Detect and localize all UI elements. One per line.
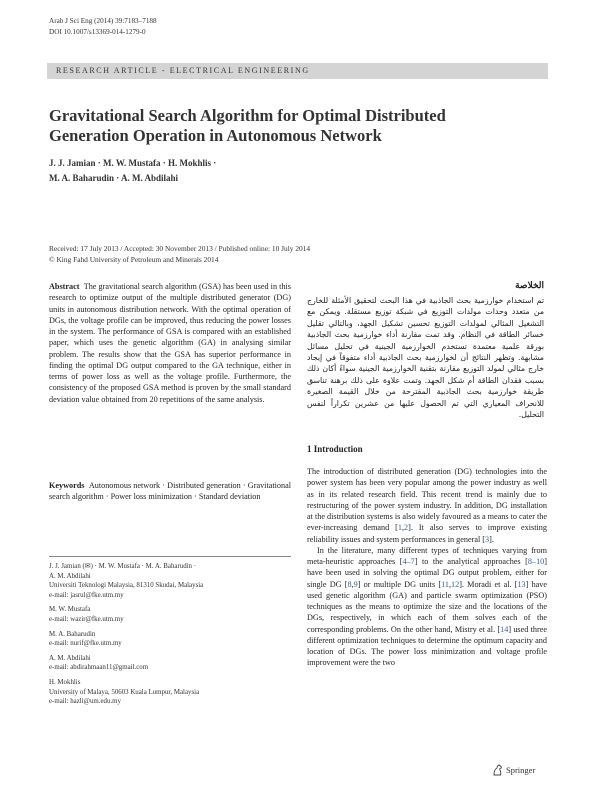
authors-line-1: J. J. Jamian · M. W. Mustafa · H. Mokhlis · — [49, 158, 217, 168]
citation-link[interactable]: 8 — [347, 579, 352, 589]
publisher-name: Springer — [506, 765, 536, 775]
publisher-logo — [492, 764, 535, 776]
citation-link[interactable]: 12 — [451, 579, 460, 589]
email-link[interactable]: e-mail: jasrul@fke.utm.my — [49, 591, 124, 599]
citation-link[interactable]: 4–7 — [402, 557, 415, 566]
doi[interactable]: DOI 10.1007/s13369-014-1279-0 — [49, 28, 146, 36]
paper-title — [49, 106, 519, 146]
affiliation-block: J. J. Jamian (✉) · M. W. Mustafa · M. A. Baharudin · A. M. Abdilahi Universiti Teknologi Malaysia, 81310 Skudai, Malaysia e-mail: jasrul@fke.utm.my — [49, 562, 291, 600]
paragraph: The introduction of distributed generation (DG) technologies into the power system has been very popular among the power industry as well as in its related research field. This recent trend is mainly due to restructuring of the power system industry. In addition, DG installation at the distribution systems is also widely favoured as a means to cater the ever-increasing demand [1,2]. It also serves to improve existing reliability issues and system performances in general [3]. — [307, 467, 547, 544]
affiliation-divider — [49, 556, 291, 557]
affiliation-block: A. M. Abdilahi e-mail: abdirahmaan11@gmail.com — [49, 654, 291, 673]
citation-link[interactable]: 3 — [485, 534, 490, 544]
keywords-text: Autonomous network · Distributed generation · Gravitational search algorithm · Power loss minimization · Standard deviation — [49, 481, 292, 502]
springer-horse-icon — [492, 764, 503, 776]
title-line-1: Gravitational Search Algorithm for Optimal Distributed — [49, 106, 446, 125]
authors-line-2: M. A. Baharudin · A. M. Abdilahi — [49, 173, 179, 183]
journal-meta — [49, 16, 157, 38]
affiliations — [49, 562, 291, 712]
keywords-section — [49, 480, 291, 503]
abstract-text: The gravitational search algorithm (GSA) has been used in this research to optimize output of the multiple distributed generator (DG) units in autonomous distribution network. With the optimal operation of DGs, the voltage profile can be improved, thus reducing the power losses in the system. The performance of GSA is compared with an established paper, which uses the genetic algorithm (GA) in analysing similar problem. The results show that the GSA has superior performance in finding the optimal DG output compared to the GA technique, either in terms of power loss as well as the voltage profile. Furthermore, the consistency of the proposed GSA method is proven by the small standard deviation value obtained from 20 repetitions of the same analysis. — [49, 282, 291, 404]
citation-link[interactable]: 13 — [517, 579, 526, 589]
arabic-abstract-title: الخلاصة — [515, 280, 544, 290]
affiliation-block: H. Mokhlis University of Malaya, 50603 Kuala Lumpur, Malaysia e-mail: hazli@um.edu.my — [49, 678, 291, 707]
abstract-section — [49, 281, 291, 405]
arabic-abstract-text: تم استخدام خوارزمية بحث الجاذبية في هذا البحث لتحقيق الأمثلة للخارج من متعدد وحدات مولدات التوزيع في شبكة توزيع مستقلة. ويمكن مع التشغيل المثالي لمولدات التوزيع تحسين تشكيل الجهد، وبالتالي تقليل خسائر الطاقة في النظام. وقد تمت مقارنة أداء خوارزمية بحث الجاذبية بورقة علمية معتمدة تستخدم الخوارزمية الجينية في تحليل مسائل مشابهة. وتظهر النتائج أن لخوارزمية بحث الجاذبية أداء متفوقاً في إيجاد خارج مثالي لمولد التوزيع مقارنة بتقنية الخوارزمية الجينية سواءً أكان ذلك بسبب فقدان الطاقة أم شكل الجهد. وتمت علاوة على ذلك برهنة تناسق طريقة خوارزمية بحث الجاذبية المقترحة من خلال القيمة الصغيرة للانحراف المعياري التي تم الحصول عليها من عشرين تكراراً لنفس التحليل. — [307, 296, 544, 420]
publication-dates — [49, 244, 549, 265]
article-type-banner — [47, 63, 548, 79]
author-list — [49, 156, 509, 186]
received-dates: Received: 17 July 2013 / Accepted: 30 November 2013 / Published online: 10 July 2014 — [49, 244, 311, 253]
introduction-body — [307, 466, 547, 669]
copyright-notice: © King Fahd University of Petroleum and Minerals 2014 — [49, 254, 219, 264]
paragraph: In the literature, many different types of techniques varying from meta-heuristic approaches [4–7] to the analytical approaches [8–10] have been used in solving the optimal DG output problem, either for single DG [8,9] or multiple DG units [11,12]. Moradi et al. [13] have used genetic algorithm (GA) and particle swarm optimization (PSO) techniques as the means to optimize the size and the locations of the DGs, respectively, in which each of them solves each of the corresponding problems. On the other hand, Mistry et al. [14] used three different optimization techniques to determine the optimum capacity and location of DGs. The power loss minimization and voltage profile improvement were the two — [307, 545, 548, 668]
abstract-label: Abstract — [49, 282, 80, 291]
article-type-label: RESEARCH ARTICLE - ELECTRICAL ENGINEERING — [56, 66, 310, 75]
citation-link[interactable]: 9 — [353, 579, 358, 589]
citation-link[interactable]: 1 — [397, 523, 402, 533]
email-link[interactable]: e-mail: nurif@fke.utm.my — [49, 640, 122, 648]
citation-link[interactable]: 8–10 — [527, 557, 545, 566]
citation-link[interactable]: 14 — [500, 624, 509, 634]
citation-link[interactable]: 2 — [404, 523, 409, 533]
title-line-2: Generation Operation in Autonomous Network — [49, 126, 382, 145]
journal-citation: Arab J Sci Eng (2014) 39:7183–7188 — [49, 17, 157, 25]
email-link[interactable]: e-mail: hazli@um.edu.my — [49, 698, 121, 706]
email-link[interactable]: e-mail: abdirahmaan11@gmail.com — [49, 664, 149, 672]
citation-link[interactable]: 11 — [441, 579, 449, 589]
keywords-label: Keywords — [49, 481, 85, 490]
email-link[interactable]: e-mail: wazir@fke.utm.my — [49, 615, 124, 623]
affiliation-block: M. A. Baharudin e-mail: nurif@fke.utm.my — [49, 630, 291, 649]
affiliation-block: M. W. Mustafa e-mail: wazir@fke.utm.my — [49, 605, 291, 624]
section-heading-introduction: 1 Introduction — [307, 444, 363, 454]
